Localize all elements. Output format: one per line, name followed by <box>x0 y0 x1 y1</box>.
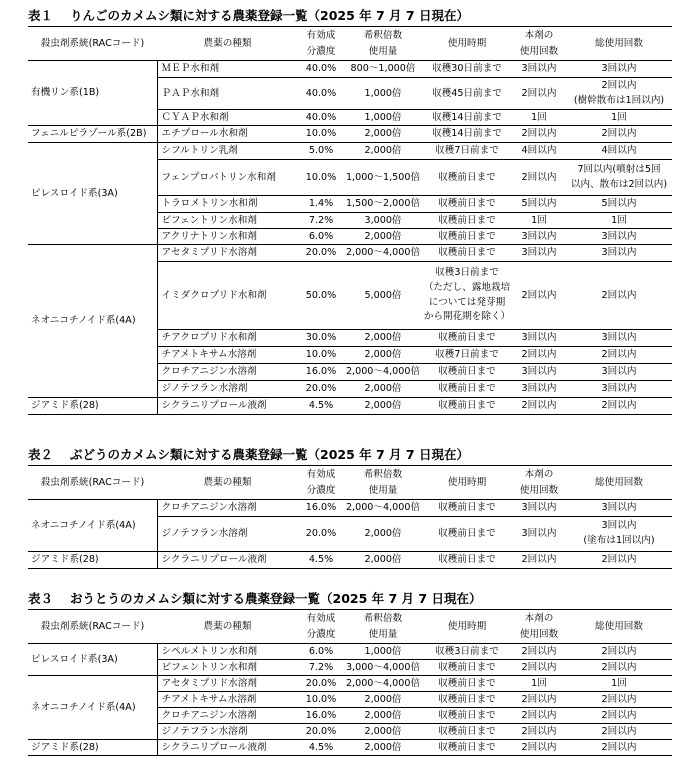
table2-number: 表２ <box>28 447 54 462</box>
concentration: 40.0% <box>298 110 344 126</box>
header-dilution-1: 希釈倍数 <box>344 610 422 627</box>
timing: 収穫7日前まで <box>422 143 512 160</box>
timing: 収穫30日前まで <box>422 61 512 78</box>
timing-line: から開花期を除く） <box>423 311 511 323</box>
pesticide-name: クロチアニジン水溶剤 <box>157 500 298 517</box>
timing: 収穫前日まで <box>422 330 512 347</box>
concentration: 10.0% <box>298 347 344 364</box>
dilution: 2,000～4,000倍 <box>344 500 422 517</box>
pesticide-name: シペルメトリン水和剤 <box>157 644 298 660</box>
uses: 2回以内 <box>512 126 566 143</box>
pesticide-name: トラロメトリン水和剤 <box>157 196 298 213</box>
total-uses: 3回以内 <box>566 500 672 517</box>
header-total: 総使用回数 <box>566 610 672 644</box>
concentration: 20.0% <box>298 724 344 740</box>
dilution: 2,000～4,000倍 <box>344 364 422 381</box>
table2-title-text: ぶどうのカメムシ類に対する農薬登録一覧（2025 年 7 月 7 日現在） <box>70 447 469 462</box>
pesticide-name: エチプロール水和剤 <box>157 126 298 143</box>
header-conc-1: 有効成 <box>298 610 344 627</box>
concentration: 6.0% <box>298 644 344 660</box>
pesticide-name: アセタミプリド水溶剤 <box>157 676 298 692</box>
pesticide-name: シフルトリン乳剤 <box>157 143 298 160</box>
table-row <box>28 676 672 692</box>
dilution: 2,000～4,000倍 <box>344 676 422 692</box>
concentration: 40.0% <box>298 78 344 110</box>
uses: 2回以内 <box>512 262 566 330</box>
table1 <box>28 26 672 415</box>
concentration: 10.0% <box>298 160 344 196</box>
total-uses: 3回以内 <box>566 364 672 381</box>
concentration: 6.0% <box>298 229 344 245</box>
concentration: 20.0% <box>298 245 344 262</box>
timing: 収穫前日まで <box>422 660 512 676</box>
concentration: 40.0% <box>298 61 344 78</box>
pesticide-name: チアクロプリド水和剤 <box>157 330 298 347</box>
uses: 2回以内 <box>512 78 566 110</box>
dilution: 2,000倍 <box>344 708 422 724</box>
timing-line: については発芽期 <box>428 296 506 308</box>
total-uses: 2回以内 <box>566 262 672 330</box>
table-row <box>28 644 672 660</box>
table3-title-text: おうとうのカメムシ類に対する農薬登録一覧（2025 年 7 月 7 日現在） <box>70 591 482 606</box>
timing: 収穫前日まで <box>422 398 512 415</box>
total-uses: 5回以内 <box>566 196 672 213</box>
uses: 1回 <box>512 110 566 126</box>
pesticide-name: シクラニリプロール液剤 <box>157 398 298 415</box>
dilution: 1,000倍 <box>344 110 422 126</box>
dilution: 2,000倍 <box>344 398 422 415</box>
concentration: 4.5% <box>298 740 344 756</box>
total-uses: 2回以内 <box>566 692 672 708</box>
header-uses-2: 使用回数 <box>512 44 566 61</box>
table-row <box>28 740 672 756</box>
uses: 3回以内 <box>512 245 566 262</box>
uses: 2回以内 <box>512 660 566 676</box>
group-label: ジアミド系(28) <box>28 552 157 569</box>
uses: 2回以内 <box>512 347 566 364</box>
uses: 1回 <box>512 676 566 692</box>
uses: 2回以内 <box>512 644 566 660</box>
uses: 2回以内 <box>512 160 566 196</box>
header-uses-1: 本剤の <box>512 466 566 483</box>
pesticide-name: チアメトキサム水溶剤 <box>157 692 298 708</box>
table2-title <box>28 445 469 463</box>
concentration: 16.0% <box>298 708 344 724</box>
concentration: 30.0% <box>298 330 344 347</box>
total-uses: 2回以内 <box>566 347 672 364</box>
total-uses-note: (樹幹散布は1回以内) <box>573 94 665 106</box>
uses: 2回以内 <box>512 692 566 708</box>
header-conc-1: 有効成 <box>298 27 344 44</box>
timing: 収穫前日まで <box>422 692 512 708</box>
pesticide-name: ビフェントリン水和剤 <box>157 660 298 676</box>
pesticide-name: イミダクロプリド水和剤 <box>157 262 298 330</box>
header-dilution-1: 希釈倍数 <box>344 466 422 483</box>
table3-title <box>28 589 481 607</box>
total-uses-line: 3回以内 <box>601 520 637 532</box>
header-timing: 使用時期 <box>422 610 512 644</box>
pesticide-name: ＰＡＰ水和剤 <box>157 78 298 110</box>
header-pesticide: 農薬の種類 <box>157 610 298 644</box>
timing: 収穫前日まで <box>422 381 512 398</box>
total-uses <box>566 517 672 552</box>
uses: 2回以内 <box>512 398 566 415</box>
uses: 3回以内 <box>512 500 566 517</box>
total-uses: 2回以内 <box>566 660 672 676</box>
total-uses: 1回 <box>566 110 672 126</box>
total-uses: 2回以内 <box>566 552 672 569</box>
group-label: ネオニコチノイド系(4A) <box>28 245 157 398</box>
timing: 収穫前日まで <box>422 500 512 517</box>
pesticide-name: チアメトキサム水溶剤 <box>157 347 298 364</box>
dilution: 1,000倍 <box>344 644 422 660</box>
header-system: 殺虫剤系統(RACコード) <box>28 610 157 644</box>
timing: 収穫45日前まで <box>422 78 512 110</box>
timing: 収穫前日まで <box>422 364 512 381</box>
total-uses: 1回 <box>566 213 672 229</box>
total-uses: 4回以内 <box>566 143 672 160</box>
header-total: 総使用回数 <box>566 27 672 61</box>
pesticide-name: ジノテフラン水溶剤 <box>157 724 298 740</box>
pesticide-name: シクラニリプロール液剤 <box>157 740 298 756</box>
group-label: ネオニコチノイド系(4A) <box>28 500 157 552</box>
dilution: 2,000倍 <box>344 143 422 160</box>
concentration: 50.0% <box>298 262 344 330</box>
dilution: 2,000～4,000倍 <box>344 245 422 262</box>
uses: 2回以内 <box>512 724 566 740</box>
concentration: 20.0% <box>298 381 344 398</box>
pesticide-name: ＣＹＡＰ水和剤 <box>157 110 298 126</box>
timing: 収穫前日まで <box>422 708 512 724</box>
uses: 1回 <box>512 213 566 229</box>
pesticide-name: ジノテフラン水溶剤 <box>157 381 298 398</box>
concentration: 4.5% <box>298 552 344 569</box>
total-uses-note: (塗布は1回以内) <box>583 535 655 546</box>
timing-line: （ただし、露地栽培 <box>423 281 511 293</box>
concentration: 16.0% <box>298 500 344 517</box>
total-uses: 2回以内 <box>566 724 672 740</box>
dilution: 3,000倍 <box>344 213 422 229</box>
concentration: 10.0% <box>298 692 344 708</box>
timing: 収穫前日まで <box>422 213 512 229</box>
concentration: 4.5% <box>298 398 344 415</box>
total-uses: 2回以内 <box>566 644 672 660</box>
total-uses <box>566 78 672 110</box>
uses: 4回以内 <box>512 143 566 160</box>
table-row <box>28 500 672 517</box>
dilution: 2,000倍 <box>344 692 422 708</box>
header-pesticide: 農薬の種類 <box>157 27 298 61</box>
concentration: 20.0% <box>298 676 344 692</box>
uses: 2回以内 <box>512 552 566 569</box>
timing: 収穫前日まで <box>422 245 512 262</box>
dilution: 2,000倍 <box>344 126 422 143</box>
total-uses: 2回以内 <box>566 126 672 143</box>
header-system: 殺虫剤系統(RACコード) <box>28 27 157 61</box>
dilution: 2,000倍 <box>344 552 422 569</box>
header-uses-2: 使用回数 <box>512 627 566 644</box>
pesticide-name: シクラニリプロール液剤 <box>157 552 298 569</box>
total-uses: 2回以内 <box>566 740 672 756</box>
table2 <box>28 465 672 569</box>
total-uses-line: 2回以内 <box>601 79 637 91</box>
dilution: 2,000倍 <box>344 381 422 398</box>
group-label: フェニルピラゾール系(2B) <box>28 126 157 143</box>
uses: 3回以内 <box>512 381 566 398</box>
timing: 収穫14日前まで <box>422 110 512 126</box>
table3-header-row-1 <box>28 610 672 627</box>
timing: 収穫前日まで <box>422 517 512 552</box>
total-uses: 1回 <box>566 676 672 692</box>
group-label: ジアミド系(28) <box>28 398 157 415</box>
group-label: 有機リン系(1B) <box>28 61 157 126</box>
pesticide-name: ビフェントリン水和剤 <box>157 213 298 229</box>
group-label: ピレスロイド系(3A) <box>28 143 157 245</box>
timing: 収穫前日まで <box>422 196 512 213</box>
total-uses-note: 以内、散布は2回以内) <box>570 178 668 190</box>
dilution: 2,000倍 <box>344 330 422 347</box>
timing: 収穫前日まで <box>422 229 512 245</box>
header-uses-2: 使用回数 <box>512 483 566 500</box>
header-conc-2: 分濃度 <box>298 483 344 500</box>
dilution: 2,000倍 <box>344 517 422 552</box>
timing: 収穫14日前まで <box>422 126 512 143</box>
table-row <box>28 61 672 78</box>
header-uses-1: 本剤の <box>512 610 566 627</box>
header-dilution-1: 希釈倍数 <box>344 27 422 44</box>
table1-header-row-1 <box>28 27 672 44</box>
header-timing: 使用時期 <box>422 466 512 500</box>
timing: 収穫前日まで <box>422 724 512 740</box>
timing <box>422 262 512 330</box>
dilution: 5,000倍 <box>344 262 422 330</box>
total-uses: 2回以内 <box>566 708 672 724</box>
concentration: 5.0% <box>298 143 344 160</box>
header-pesticide: 農薬の種類 <box>157 466 298 500</box>
pesticide-name: クロチアニジン水溶剤 <box>157 708 298 724</box>
concentration: 7.2% <box>298 213 344 229</box>
header-timing: 使用時期 <box>422 27 512 61</box>
table1-number: 表１ <box>28 8 54 23</box>
table3 <box>28 609 672 756</box>
uses: 3回以内 <box>512 364 566 381</box>
table-row <box>28 143 672 160</box>
table-row <box>28 398 672 415</box>
header-system: 殺虫剤系統(RACコード) <box>28 466 157 500</box>
dilution: 2,000倍 <box>344 347 422 364</box>
uses: 2回以内 <box>512 708 566 724</box>
header-conc-1: 有効成 <box>298 466 344 483</box>
pesticide-name: ＭＥＰ水和剤 <box>157 61 298 78</box>
total-uses: 2回以内 <box>566 398 672 415</box>
table-row <box>28 245 672 262</box>
dilution: 800～1,000倍 <box>344 61 422 78</box>
total-uses-line: 7回以内(噴射は5回 <box>577 163 661 175</box>
group-label: ネオニコチノイド系(4A) <box>28 676 157 740</box>
total-uses: 3回以内 <box>566 61 672 78</box>
concentration: 20.0% <box>298 517 344 552</box>
pesticide-name: アクリナトリン水和剤 <box>157 229 298 245</box>
timing: 収穫前日まで <box>422 160 512 196</box>
header-total: 総使用回数 <box>566 466 672 500</box>
concentration: 1.4% <box>298 196 344 213</box>
timing: 収穫3日前まで <box>422 644 512 660</box>
timing: 収穫前日まで <box>422 740 512 756</box>
dilution: 1,000倍 <box>344 78 422 110</box>
header-uses-1: 本剤の <box>512 27 566 44</box>
table-row <box>28 126 672 143</box>
total-uses: 3回以内 <box>566 381 672 398</box>
concentration: 10.0% <box>298 126 344 143</box>
timing: 収穫前日まで <box>422 552 512 569</box>
table1-title <box>28 6 469 24</box>
header-dilution-2: 使用量 <box>344 483 422 500</box>
uses: 5回以内 <box>512 196 566 213</box>
dilution: 2,000倍 <box>344 724 422 740</box>
dilution: 2,000倍 <box>344 229 422 245</box>
header-conc-2: 分濃度 <box>298 627 344 644</box>
uses: 3回以内 <box>512 61 566 78</box>
group-label: ピレスロイド系(3A) <box>28 644 157 676</box>
uses: 3回以内 <box>512 229 566 245</box>
table2-header-row-1 <box>28 466 672 483</box>
uses: 3回以内 <box>512 330 566 347</box>
header-dilution-2: 使用量 <box>344 44 422 61</box>
pesticide-name: クロチアニジン水溶剤 <box>157 364 298 381</box>
pesticide-name: フェンプロパトリン水和剤 <box>157 160 298 196</box>
table1-title-text: りんごのカメムシ類に対する農薬登録一覧（2025 年 7 月 7 日現在） <box>70 8 469 23</box>
header-dilution-2: 使用量 <box>344 627 422 644</box>
total-uses: 3回以内 <box>566 330 672 347</box>
pesticide-name: ジノテフラン水溶剤 <box>157 517 298 552</box>
timing: 収穫前日まで <box>422 676 512 692</box>
concentration: 7.2% <box>298 660 344 676</box>
table-row <box>28 552 672 569</box>
pesticide-name: アセタミプリド水溶剤 <box>157 245 298 262</box>
timing-line: 収穫3日前まで <box>435 266 499 278</box>
total-uses <box>566 160 672 196</box>
timing: 収穫7日前まで <box>422 347 512 364</box>
dilution: 3,000～4,000倍 <box>344 660 422 676</box>
group-label: ジアミド系(28) <box>28 740 157 756</box>
header-conc-2: 分濃度 <box>298 44 344 61</box>
dilution: 1,000～1,500倍 <box>344 160 422 196</box>
dilution: 1,500～2,000倍 <box>344 196 422 213</box>
table3-number: 表３ <box>28 591 54 606</box>
uses: 2回以内 <box>512 740 566 756</box>
total-uses: 3回以内 <box>566 245 672 262</box>
concentration: 16.0% <box>298 364 344 381</box>
dilution: 2,000倍 <box>344 740 422 756</box>
uses: 3回以内 <box>512 517 566 552</box>
total-uses: 3回以内 <box>566 229 672 245</box>
